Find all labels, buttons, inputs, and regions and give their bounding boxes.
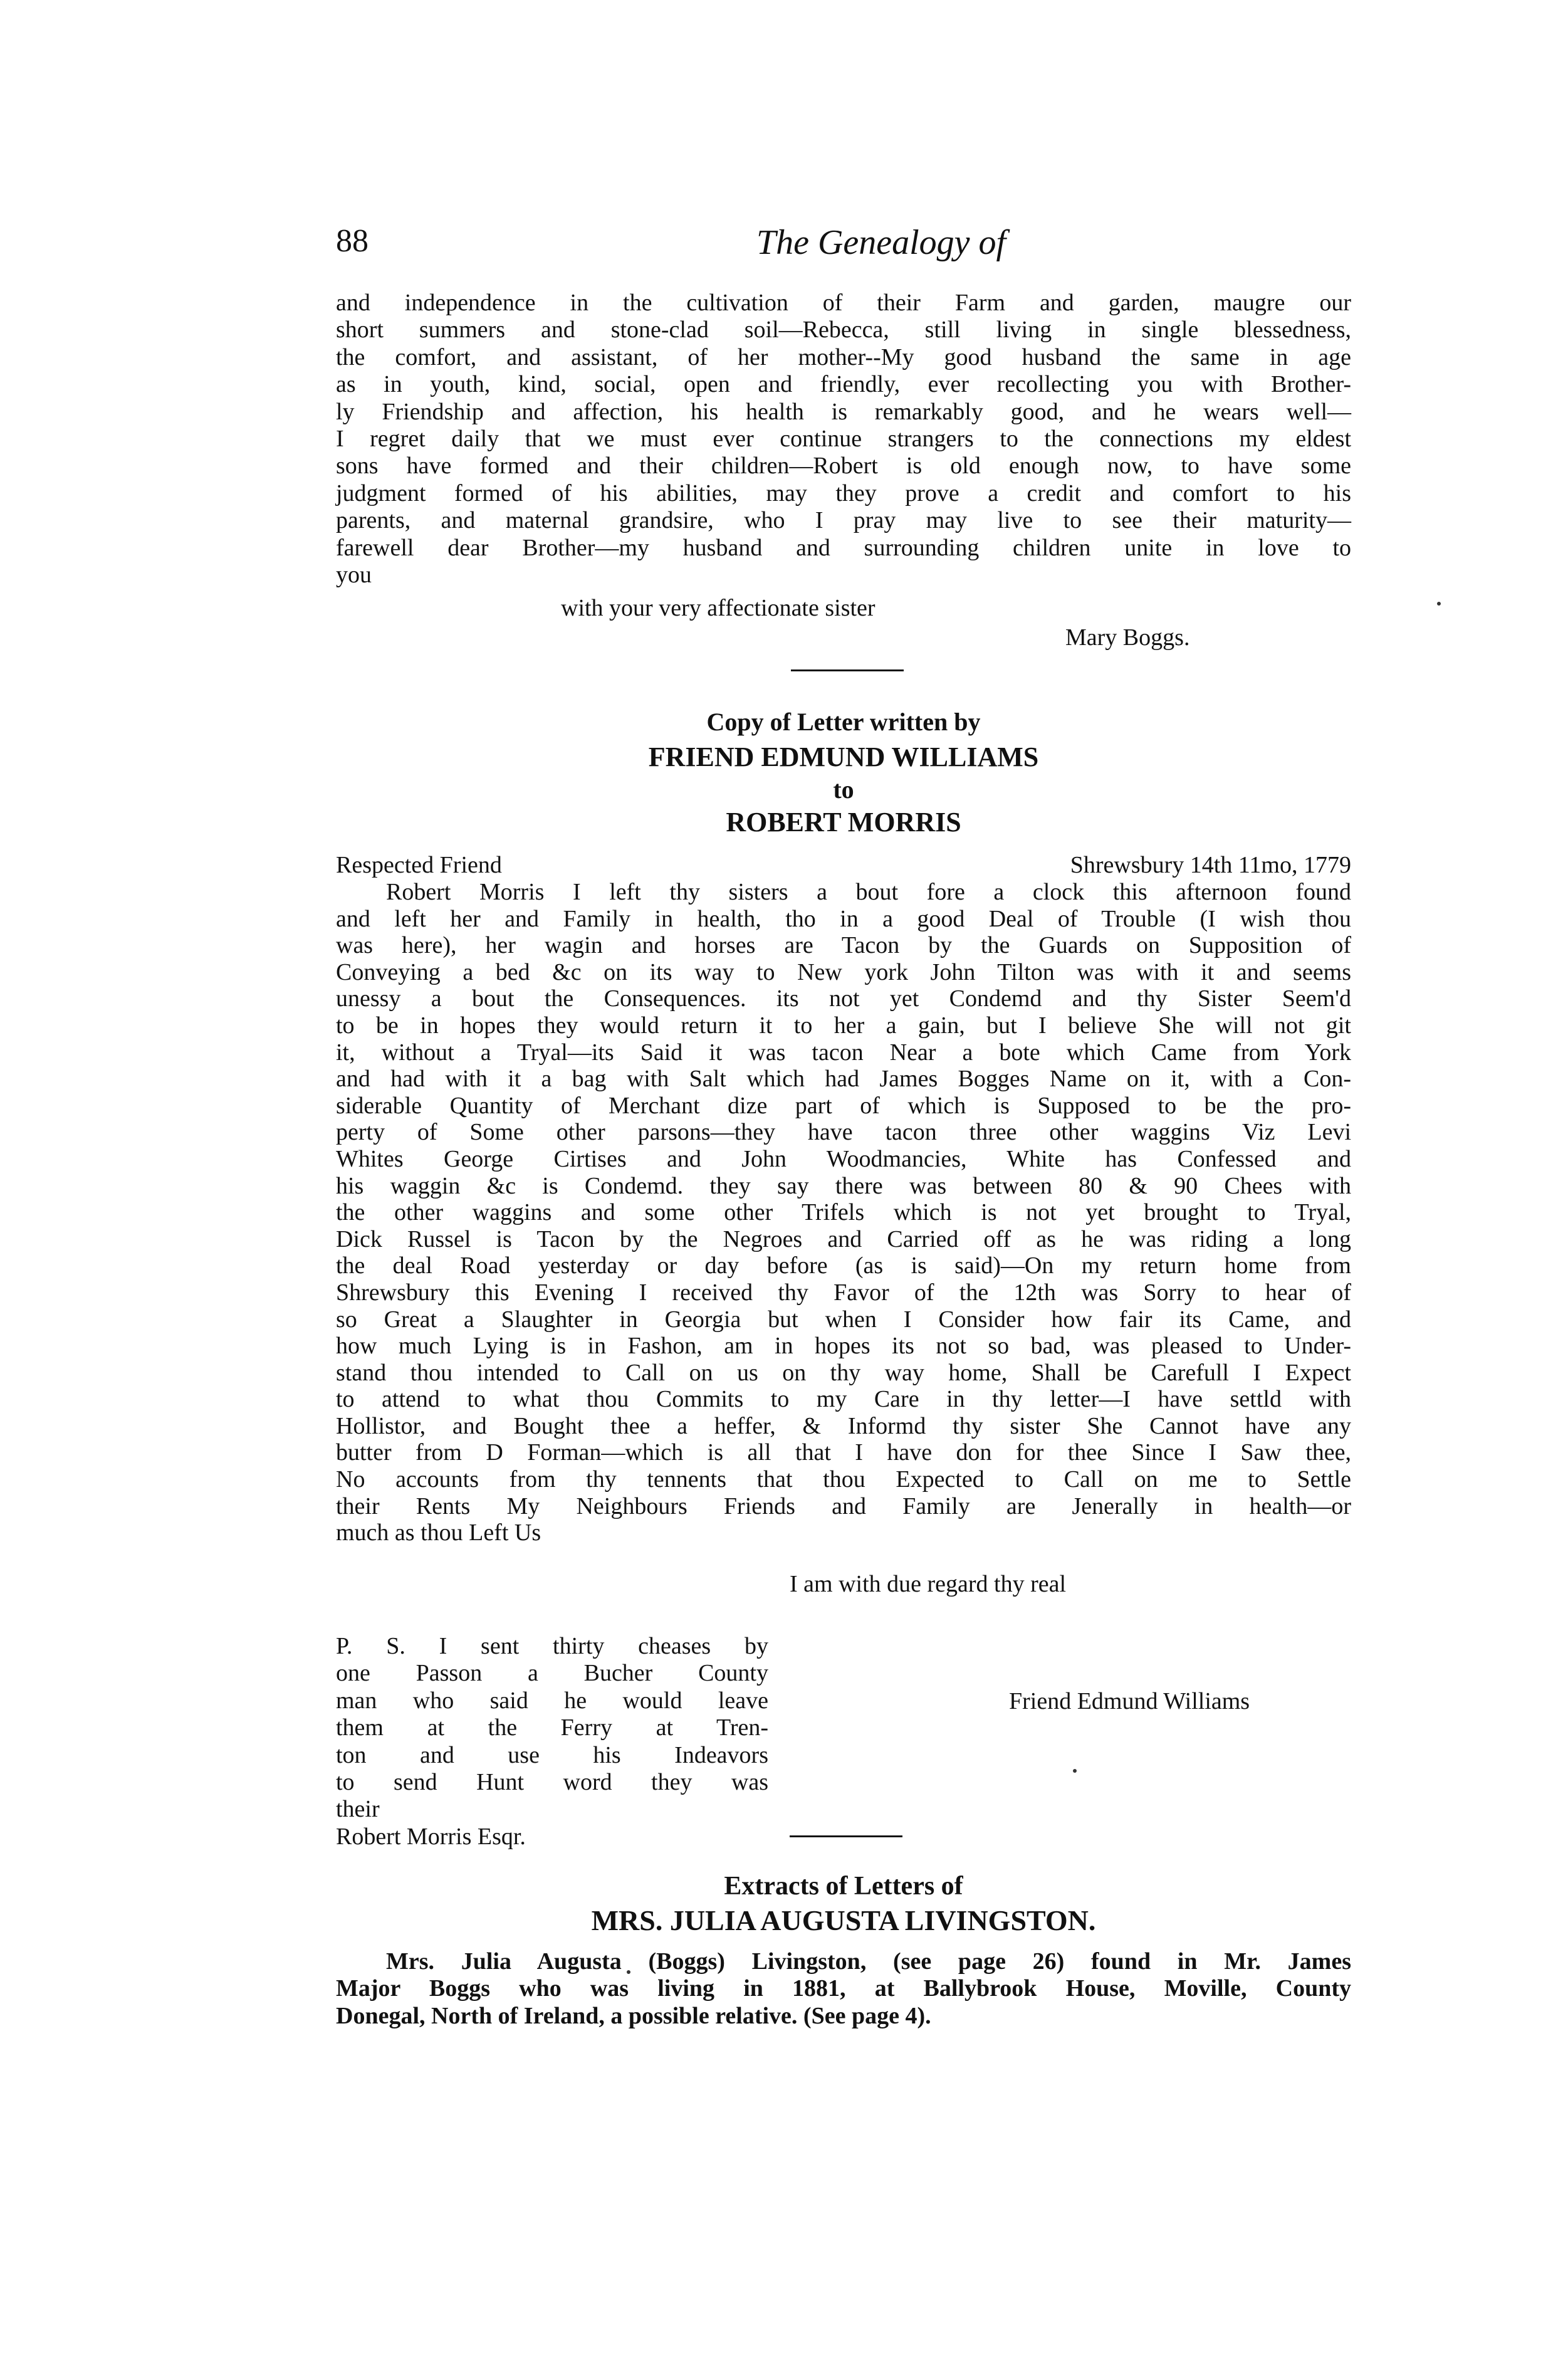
text-line: was here), her wagin and horses are Tacon by the Guards on Supposition of [336,932,1351,959]
letter2-heading-line3: to [833,775,854,804]
text-line: you [336,562,372,589]
text-line: Conveying a bed &c on its way to New york John Tilton was with it and seems [336,958,1351,985]
text-line: farewell dear Brother—my husband and surrounding children unite in love to [336,534,1351,561]
letter2-heading-line1: Copy of Letter written by [706,708,981,736]
text-line: Whites George Cirtises and John Woodmancies, White has Confessed and [336,1145,1351,1172]
running-title: The Genealogy of [756,223,1006,262]
letter2-paragraph [336,879,1351,1546]
text-line: them at the Ferry at Tren- [336,1714,768,1741]
text-line: ly Friendship and affection, his health is remarkably good, and he wears well— [336,398,1351,425]
text-line: Donegal, North of Ireland, a possible relative. (See page 4). [336,2002,931,2029]
text-line: the comfort, and assistant, of her mother--My good husband the same in age [336,344,1351,370]
letter2-signature: Friend Edmund Williams [1009,1688,1250,1714]
text-line: to attend to what thou Commits to my Care in thy letter—I have settld with [336,1386,1351,1413]
text-line: the deal Road yesterday or day before (as is said)—On my return home from [336,1252,1351,1279]
text-line: to be in hopes they would return it to her a gain, but I believe She will not git [336,1012,1351,1039]
letter2-heading-line4: ROBERT MORRIS [726,807,961,837]
text-line: unessy a bout the Consequences. its not yet Condemd and thy Sister Seem'd [336,985,1351,1012]
letter2-closing: I am with due regard thy real [790,1571,1067,1597]
letter2-salutation: Respected Friend [336,852,502,878]
letter1-signature: Mary Boggs. [1065,624,1190,651]
text-line: No accounts from thy tennents that thou Expected to Call on me to Settle [336,1466,1351,1493]
text-line: and independence in the cultivation of their Farm and garden, maugre our [336,290,1351,316]
text-line: so Great a Slaughter in Georgia but when I Consider how fair its Came, and [336,1306,1351,1333]
text-line: the other waggins and some other Trifels which is not yet brought to Tryal, [336,1199,1351,1226]
text-line: short summers and stone-clad soil—Rebecca, still living in single blessedness, [336,317,1351,344]
letter2-place-date: Shrewsbury 14th 11mo, 1779 [1070,852,1351,878]
section3-paragraph [336,1948,1351,2030]
letter1-body [336,290,1351,589]
text-line: it, without a Tryal—its Said it was tacon Near a bote which Came from York [336,1039,1351,1066]
stray-mark [1437,602,1441,606]
section3-heading-line1: Extracts of Letters of [724,1872,963,1901]
text-line: as in youth, kind, social, open and friendly, ever recollecting you with Brother- [336,371,1351,398]
text-line: Shrewsbury this Evening I received thy Favor of the 12th was Sorry to hear of [336,1279,1351,1306]
text-line: much as thou Left Us [336,1519,541,1546]
section3-heading-line2: MRS. JULIA AUGUSTA LIVINGSTON. [591,1904,1096,1936]
text-line: to send Hunt word they was [336,1769,768,1796]
text-line: butter from D Forman—which is all that I have don for thee Since I Saw thee, [336,1439,1351,1466]
text-line: how much Lying is in Fashon, am in hopes its not so bad, was pleased to Under- [336,1333,1351,1360]
text-line: and had with it a bag with Salt which had James Bogges Name on it, with a Con- [336,1066,1351,1093]
text-line: Hollistor, and Bought thee a heffer, & Informd thy sister She Cannot have any [336,1412,1351,1439]
text-line: Robert Morris I left thy sisters a bout fore a clock this afternoon found [386,879,1351,905]
text-line: man who said he would leave [336,1687,768,1714]
letter2-heading-line2: FRIEND EDMUND WILLIAMS [648,742,1039,772]
section-rule [791,669,904,671]
letter1-closing: with your very affectionate sister [561,595,875,621]
text-line: stand thou intended to Call on us on thy way home, Shall be Carefull I Expect [336,1359,1351,1386]
text-line: his waggin &c is Condemd. they say there was between 80 & 90 Chees with [336,1172,1351,1199]
text-line: Robert Morris Esqr. [336,1823,526,1850]
text-line: and left her and Family in health, tho in a good Deal of Trouble (I wish thou [336,905,1351,932]
section-rule [790,1835,902,1837]
text-line: Dick Russel is Tacon by the Negroes and Carried off as he was riding a long [336,1225,1351,1252]
stray-mark [1073,1769,1077,1773]
page-number: 88 [336,223,368,259]
text-line: one Passon a Bucher County [336,1660,768,1687]
text-line: judgment formed of his abilities, may they prove a credit and comfort to his [336,480,1351,506]
letter2-postscript [336,1633,768,1850]
letter1-paragraph [336,290,1351,589]
text-line: parents, and maternal grandsire, who I pray may live to see their maturity— [336,507,1351,534]
letter2-body [336,879,1351,1546]
text-line: P. S. I sent thirty cheases by [336,1633,768,1659]
text-line: Major Boggs who was living in 1881, at Ballybrook House, Moville, County [336,1975,1351,2002]
text-line: their [336,1796,380,1823]
text-line: I regret daily that we must ever continue strangers to the connections my eldest [336,426,1351,453]
text-line: perty of Some other parsons—they have tacon three other waggins Viz Levi [336,1119,1351,1146]
text-line: siderable Quantity of Merchant dize part of which is Supposed to be the pro- [336,1092,1351,1119]
running-head [336,223,1351,266]
text-line: ton and use his Indeavors [336,1741,768,1768]
text-line: their Rents My Neighbours Friends and Family are Jenerally in health—or [336,1493,1351,1519]
section3-body [336,1948,1351,2030]
text-line: Mrs. Julia Augusta (Boggs) Livingston, (see page 26) found in Mr. James [386,1948,1351,1975]
text-line: sons have formed and their children—Robert is old enough now, to have some [336,453,1351,480]
